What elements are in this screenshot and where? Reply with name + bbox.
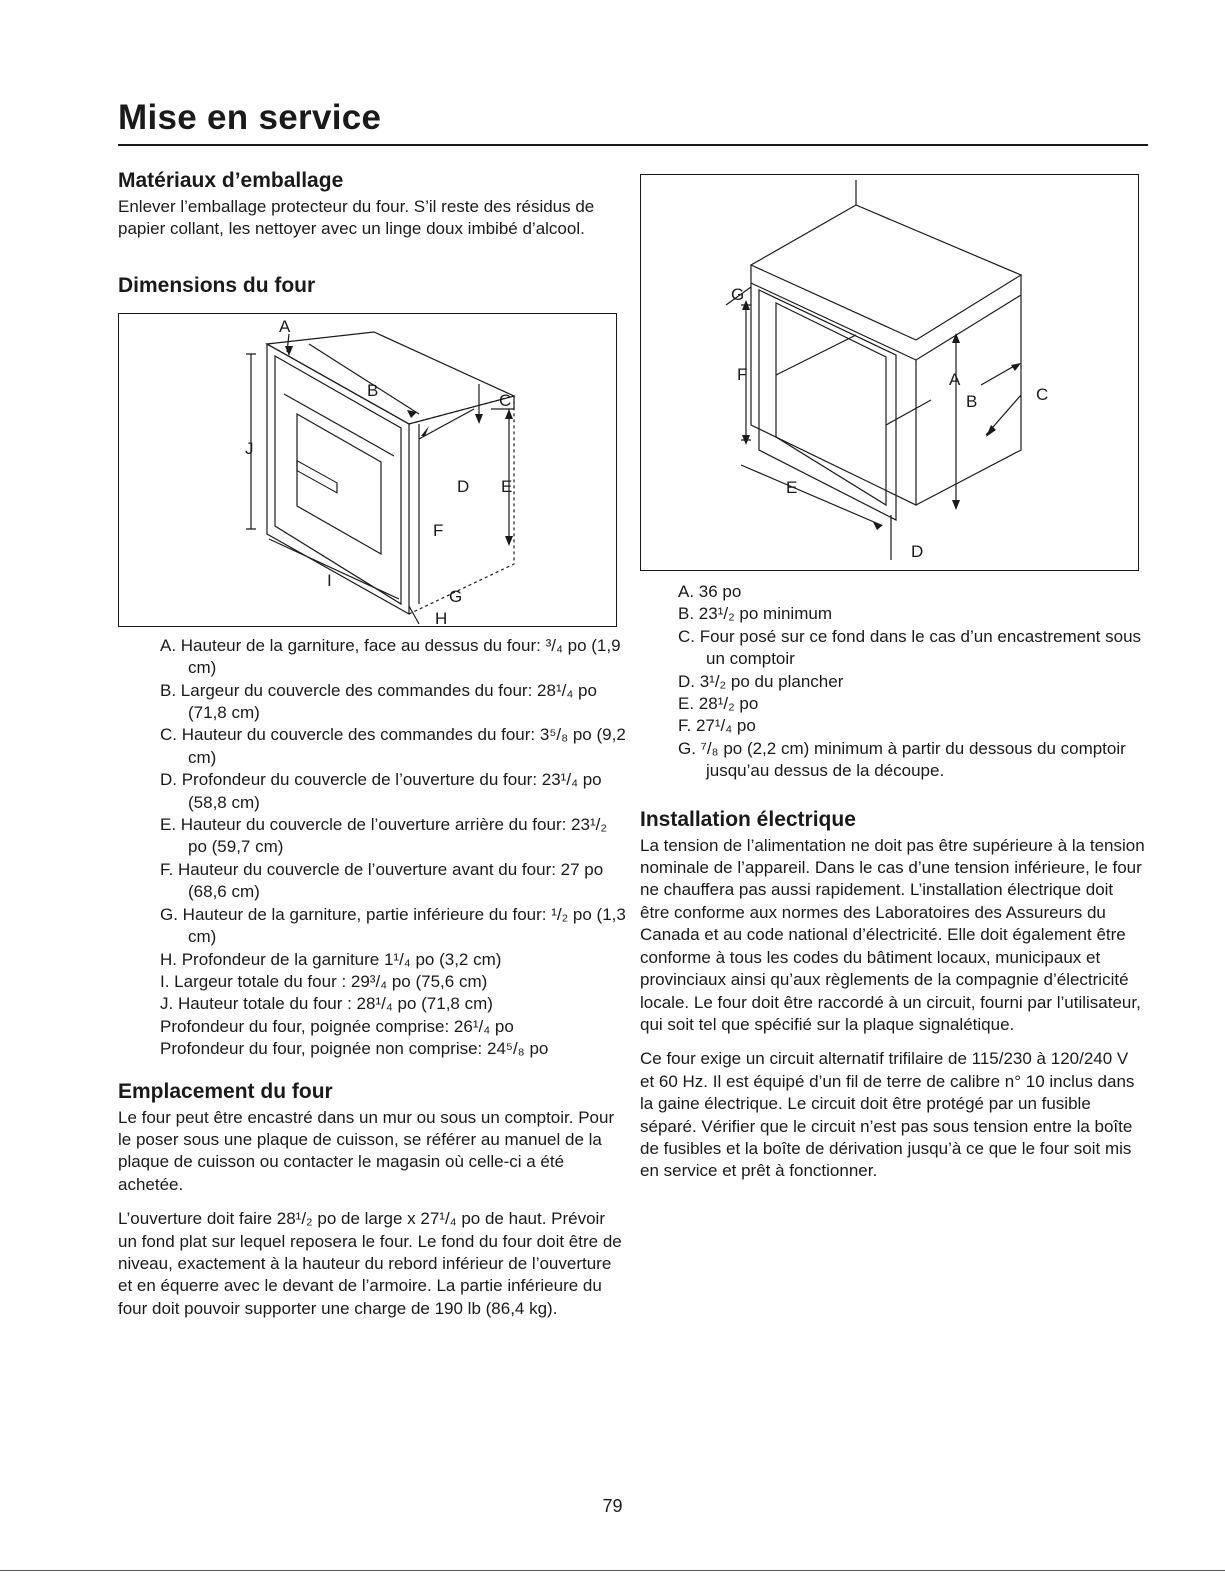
fig2-label-f: F [737, 365, 748, 384]
fig1-label-f: F [433, 520, 444, 540]
cabinet-cutout-figure [640, 174, 1139, 571]
legend-item: G. ⁷/₈ po (2,2 cm) minimum à partir du dessous du comptoir jusqu’au dessus de la découpe. [678, 738, 1126, 781]
electrical-paragraph-2: Ce four exige un circuit alternatif trifilaire de 115/230 à 120/240 V et 60 Hz. Il est équipé d’un fil de terre de calibre n° 10 inclus dans la gaine électrique. Le circuit doit être protégé par un fusible séparé. Vérifier que le circuit n’est pas sous tension entre la boîte de fusibles et la boîte de dérivation jusqu’à ce que le four soit mis en service et prêt à fonctionner. [640, 1049, 1135, 1181]
legend-extra: Profondeur du four, poignée non comprise: 24⁵/₈ po [160, 1039, 549, 1059]
legend-item: C. Hauteur du couvercle des commandes du four: 3⁵/₈ po (9,2 cm) [160, 725, 626, 767]
legend-item: E. Hauteur du couvercle de l’ouverture arrière du four: 23¹/₂ po (59,7 cm) [160, 815, 607, 857]
fig2-label-c: C [1036, 385, 1049, 404]
location-paragraph-1: Le four peut être encastré dans un mur ou sous un comptoir. Pour le poser sous une plaque de cuisson, se référer au manuel de la plaque de cuisson ou contacter le magasin où celle-ci a été achetée. [118, 1107, 615, 1194]
oven-dimensions-legend [160, 635, 630, 1061]
fig2-label-a: A [949, 370, 961, 389]
fig2-label-d: D [911, 542, 924, 561]
electrical-heading: Installation électrique [640, 807, 856, 831]
legend-item: C. Four posé sur ce fond dans le cas d’un encastrement sous un comptoir [678, 626, 1142, 669]
legend-item: A. Hauteur de la garniture, face au dessus du four: ³/₄ po (1,9 cm) [160, 635, 621, 678]
legend-item: J. Hauteur totale du four : 28¹/₄ po (71,8 cm) [160, 994, 493, 1014]
legend-item: H. Profondeur de la garniture 1¹/₄ po (3,2 cm) [160, 949, 502, 969]
bottom-divider [0, 1570, 1225, 1571]
legend-item: B. Largeur du couvercle des commandes du four: 28¹/₄ po (71,8 cm) [160, 680, 597, 723]
legend-item: E. 28¹/₂ po [678, 694, 759, 714]
fig1-label-d: D [457, 476, 470, 496]
legend-extra: Profondeur du four, poignée comprise: 26¹/₄ po [160, 1016, 514, 1036]
page-title: Mise en service [118, 98, 382, 137]
fig2-label-g: G [731, 285, 745, 304]
fig1-label-c: C [499, 390, 512, 410]
fig1-label-a: A [279, 316, 291, 336]
fig1-label-e: E [501, 476, 513, 496]
fig1-label-j: J [245, 438, 254, 458]
location-paragraph-2: L’ouverture doit faire 28¹/₂ po de large x 27¹/₄ po de haut. Prévoir un fond plat sur lequel reposera le four. Le fond du four doit être de niveau, exactement à la hauteur du rebord inférieur de l’ouverture et en équerre avec le devant de l’armoire. La partie inférieure du four doit pouvoir supporter une charge de 190 lb (86,4 kg). [118, 1209, 622, 1318]
cabinet-legend [678, 581, 1143, 783]
oven-dimensions-heading: Dimensions du four [118, 273, 316, 297]
fig2-label-e: E [786, 478, 798, 497]
fig1-label-h: H [435, 608, 448, 626]
legend-item: A. 36 po [678, 582, 742, 601]
page-number: 79 [602, 1496, 623, 1516]
cabinet-cutout-drawing [641, 175, 1138, 570]
legend-item: D. Profondeur du couvercle de l’ouverture du four: 23¹/₄ po (58,8 cm) [160, 770, 602, 812]
title-divider [118, 144, 1148, 146]
fig1-label-b: B [367, 380, 379, 400]
legend-item: B. 23¹/₂ po minimum [678, 604, 832, 624]
electrical-paragraph-1: La tension de l’alimentation ne doit pas être supérieure à la tension nominale de l’appareil. Dans le cas d’une tension inférieure, le four ne chauffera pas aussi rapidement. L’installation électrique doit être conforme aux normes des Laboratoires des Assureurs du Canada et au code national d’électricité. Elle doit également être conforme à tous les codes du bâtiment locaux, municipaux et provinciaux ainsi qu’aux règlements de la compagnie d’électricité locale. Le four doit être raccordé à un circuit, fourni par l’utilisateur, qui soit tel que spécifié sur la plaque signalétique. [640, 835, 1145, 1034]
legend-item: D. 3¹/₂ po du plancher [678, 671, 844, 691]
oven-dimensions-drawing [119, 314, 616, 626]
packaging-heading: Matériaux d’emballage [118, 169, 344, 192]
location-heading: Emplacement du four [118, 1079, 333, 1103]
oven-dimensions-figure [118, 313, 617, 627]
left-column [118, 168, 628, 1320]
legend-item: F. Hauteur du couvercle de l’ouverture avant du four: 27 po (68,6 cm) [160, 859, 604, 902]
legend-item: F. 27¹/₄ po [678, 716, 756, 736]
packaging-text: Enlever l’emballage protecteur du four. S’il reste des résidus de papier collant, les nettoyer avec un linge doux imbibé d’alcool. [118, 197, 595, 239]
right-column [640, 174, 1145, 1183]
fig1-label-g: G [449, 586, 463, 606]
legend-item: I. Largeur totale du four : 29³/₄ po (75,6 cm) [160, 971, 488, 991]
fig1-label-i: I [327, 570, 332, 590]
legend-item: G. Hauteur de la garniture, partie inférieure du four: ¹/₂ po (1,3 cm) [160, 904, 626, 947]
fig2-label-b: B [966, 392, 978, 411]
